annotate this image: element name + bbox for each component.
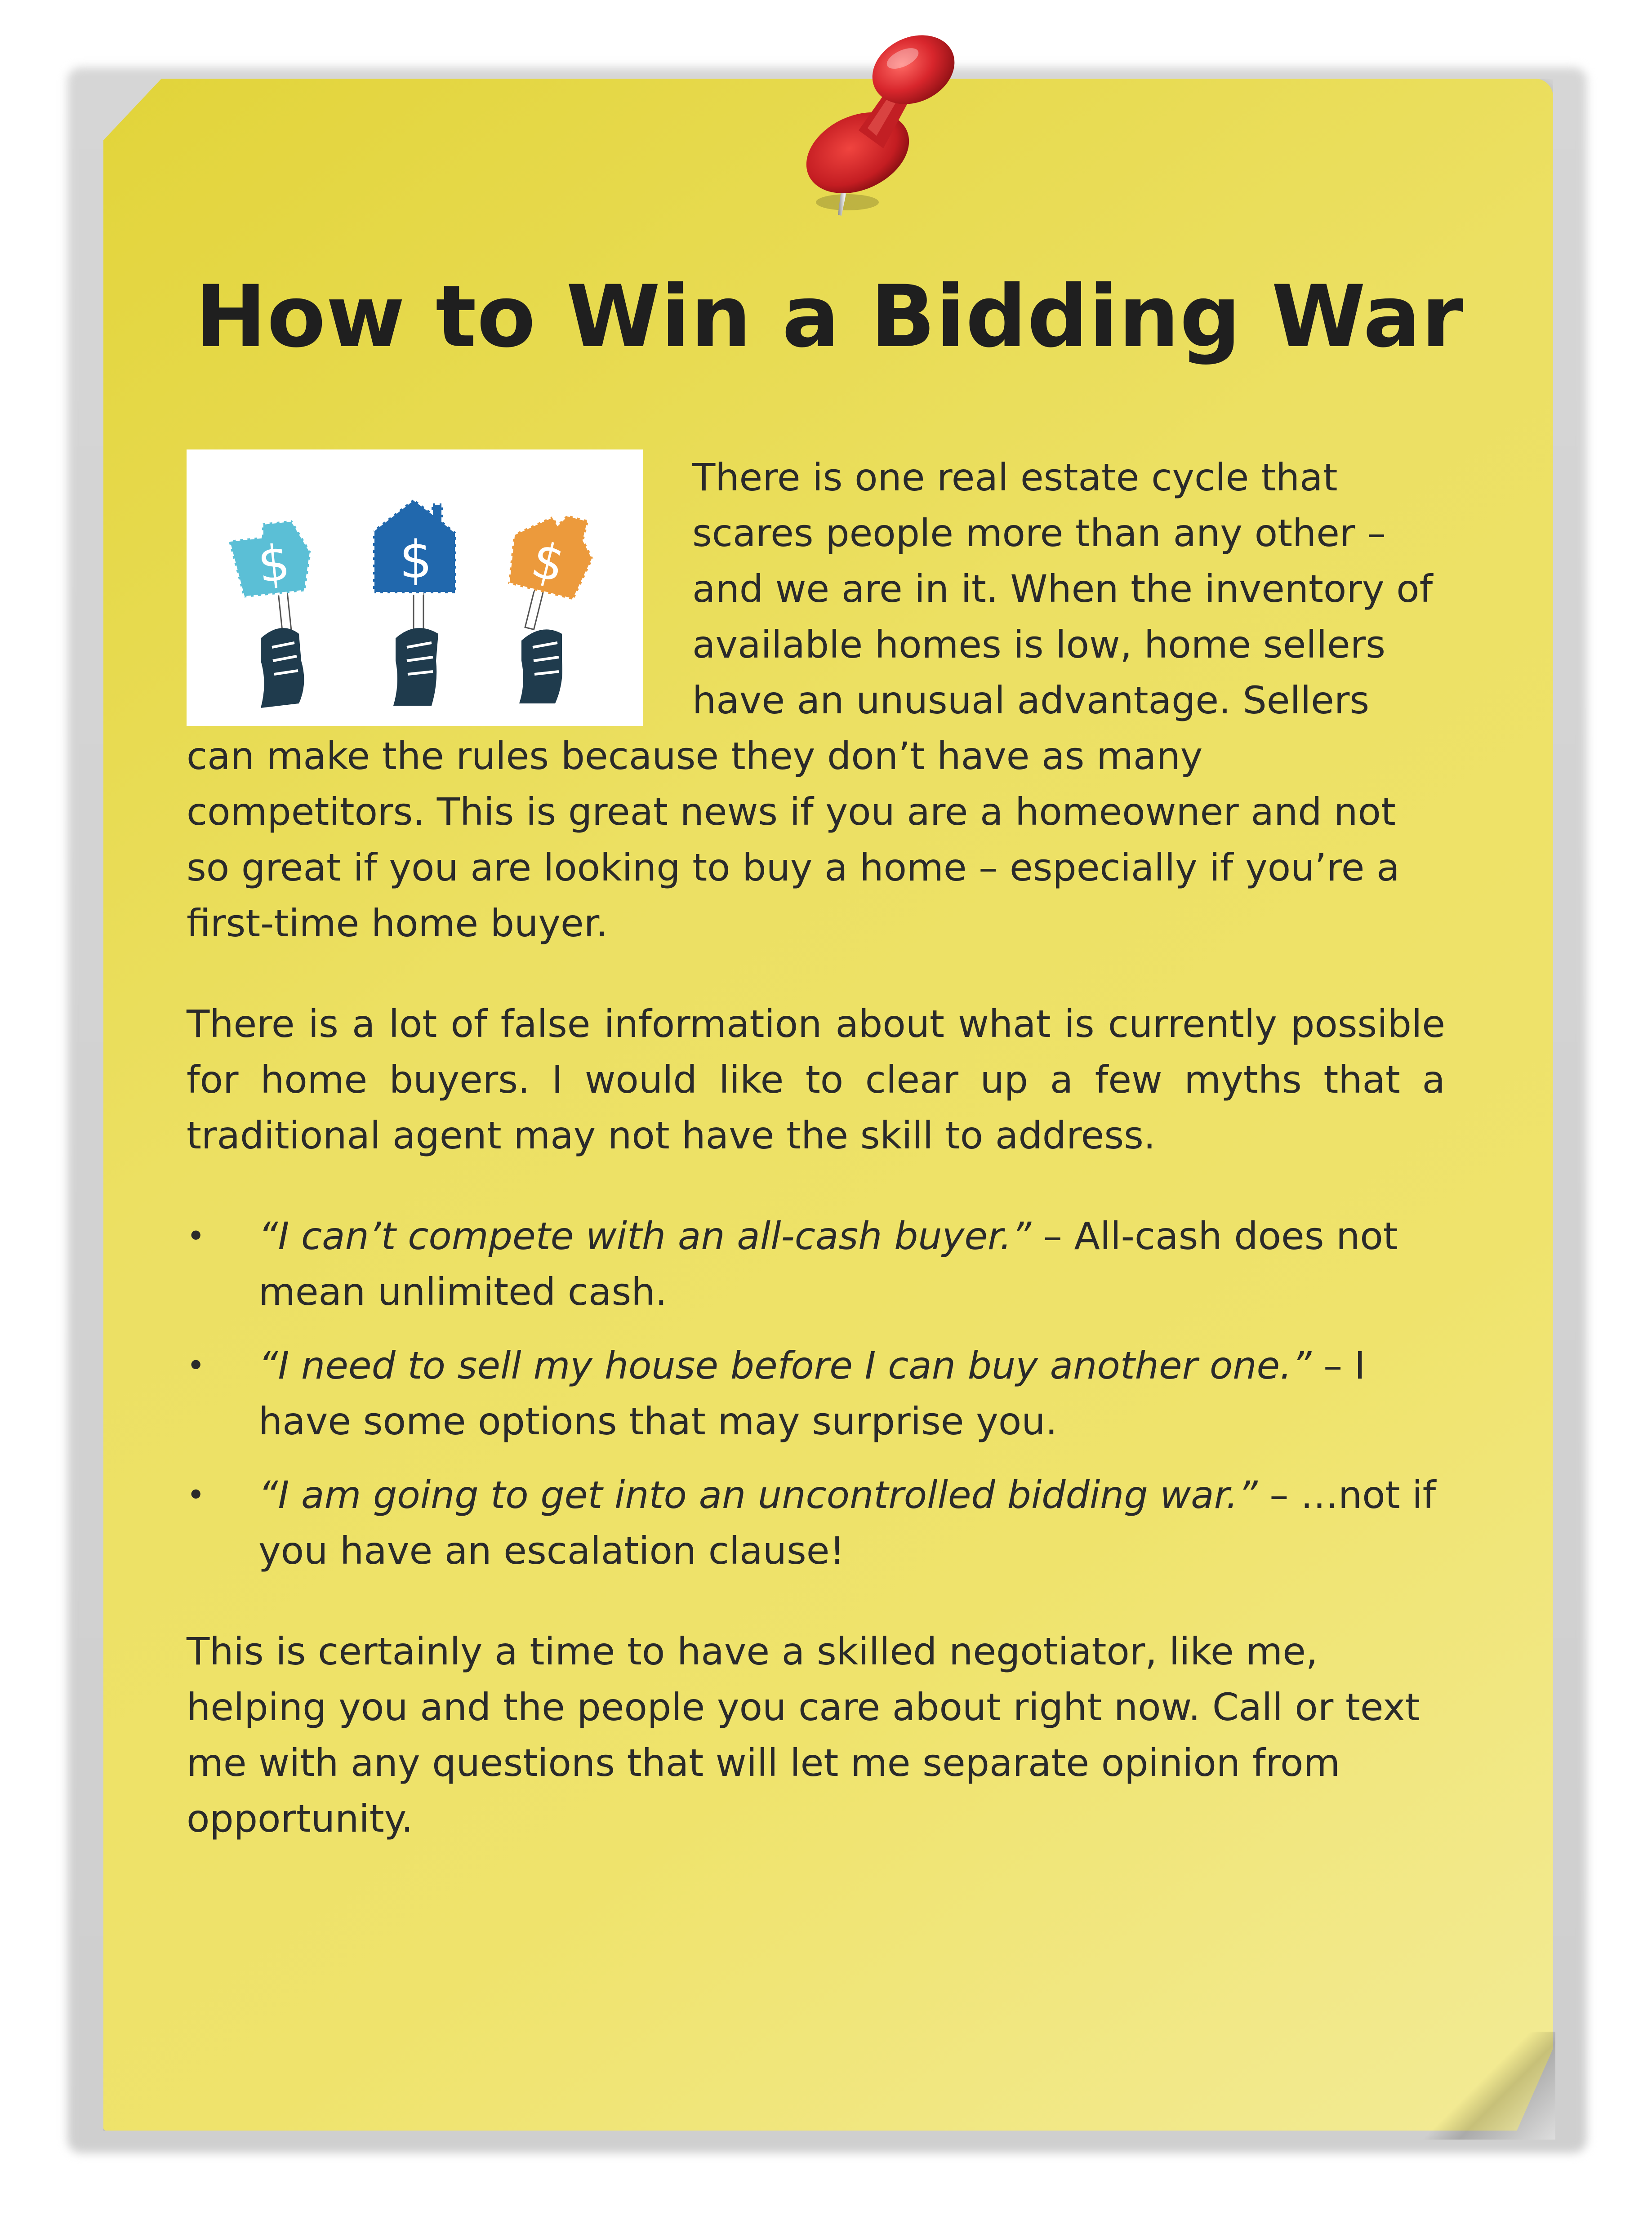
intro-paragraph: There is one real estate cycle that scares people more than any other – and we are in it. When the inventory of available homes is low, home sellers have an unusual advantage. Sellers can make the rules because they don’t have as many competitors. This is great news if you are a homeowner and not so great if you are looking to buy a home – especially if you’re a first-time home buyer. (187, 455, 1433, 945)
svg-text:$: $ (526, 530, 571, 594)
myth-response: – All-cash does not mean unlimited cash. (258, 1214, 1398, 1314)
house-sign-right-icon (492, 503, 602, 703)
list-item (187, 1208, 1445, 1320)
push-pin-icon (791, 18, 980, 225)
list-item (187, 1467, 1445, 1579)
myth-quote: “I can’t compete with an all-cash buyer.” (258, 1214, 1032, 1258)
list-item (187, 1338, 1445, 1449)
svg-text:$: $ (255, 533, 293, 594)
svg-text:$: $ (399, 530, 432, 590)
bullet: • (187, 1218, 205, 1255)
house-sign-middle-icon (373, 499, 456, 706)
article-body (187, 449, 1445, 1891)
page-title: How to Win a Bidding War (195, 267, 1464, 366)
myth-response: – …not if you have an escalation clause! (258, 1473, 1436, 1573)
myth-quote: “I am going to get into an uncontrolled bidding war.” (258, 1473, 1258, 1517)
bidding-illustration (187, 449, 643, 726)
bullet: • (187, 1347, 205, 1384)
myths-list (187, 1208, 1445, 1579)
closing-paragraph: This is certainly a time to have a skilled negotiator, like me, helping you and the people you care about right now. Call or text me with any questions that will let me separate opinion from opportunity. (187, 1629, 1420, 1841)
house-sign-left-icon (227, 519, 319, 708)
myths-intro-paragraph: There is a lot of false information about what is currently possible for home buyers. I would like to clear up a few myths that a traditional agent may not have the skill to address. (187, 1002, 1445, 1157)
myth-quote: “I need to sell my house before I can buy another one.” (258, 1344, 1312, 1388)
bullet: • (187, 1477, 205, 1513)
myth-response: – I have some options that may surprise you. (258, 1344, 1366, 1443)
